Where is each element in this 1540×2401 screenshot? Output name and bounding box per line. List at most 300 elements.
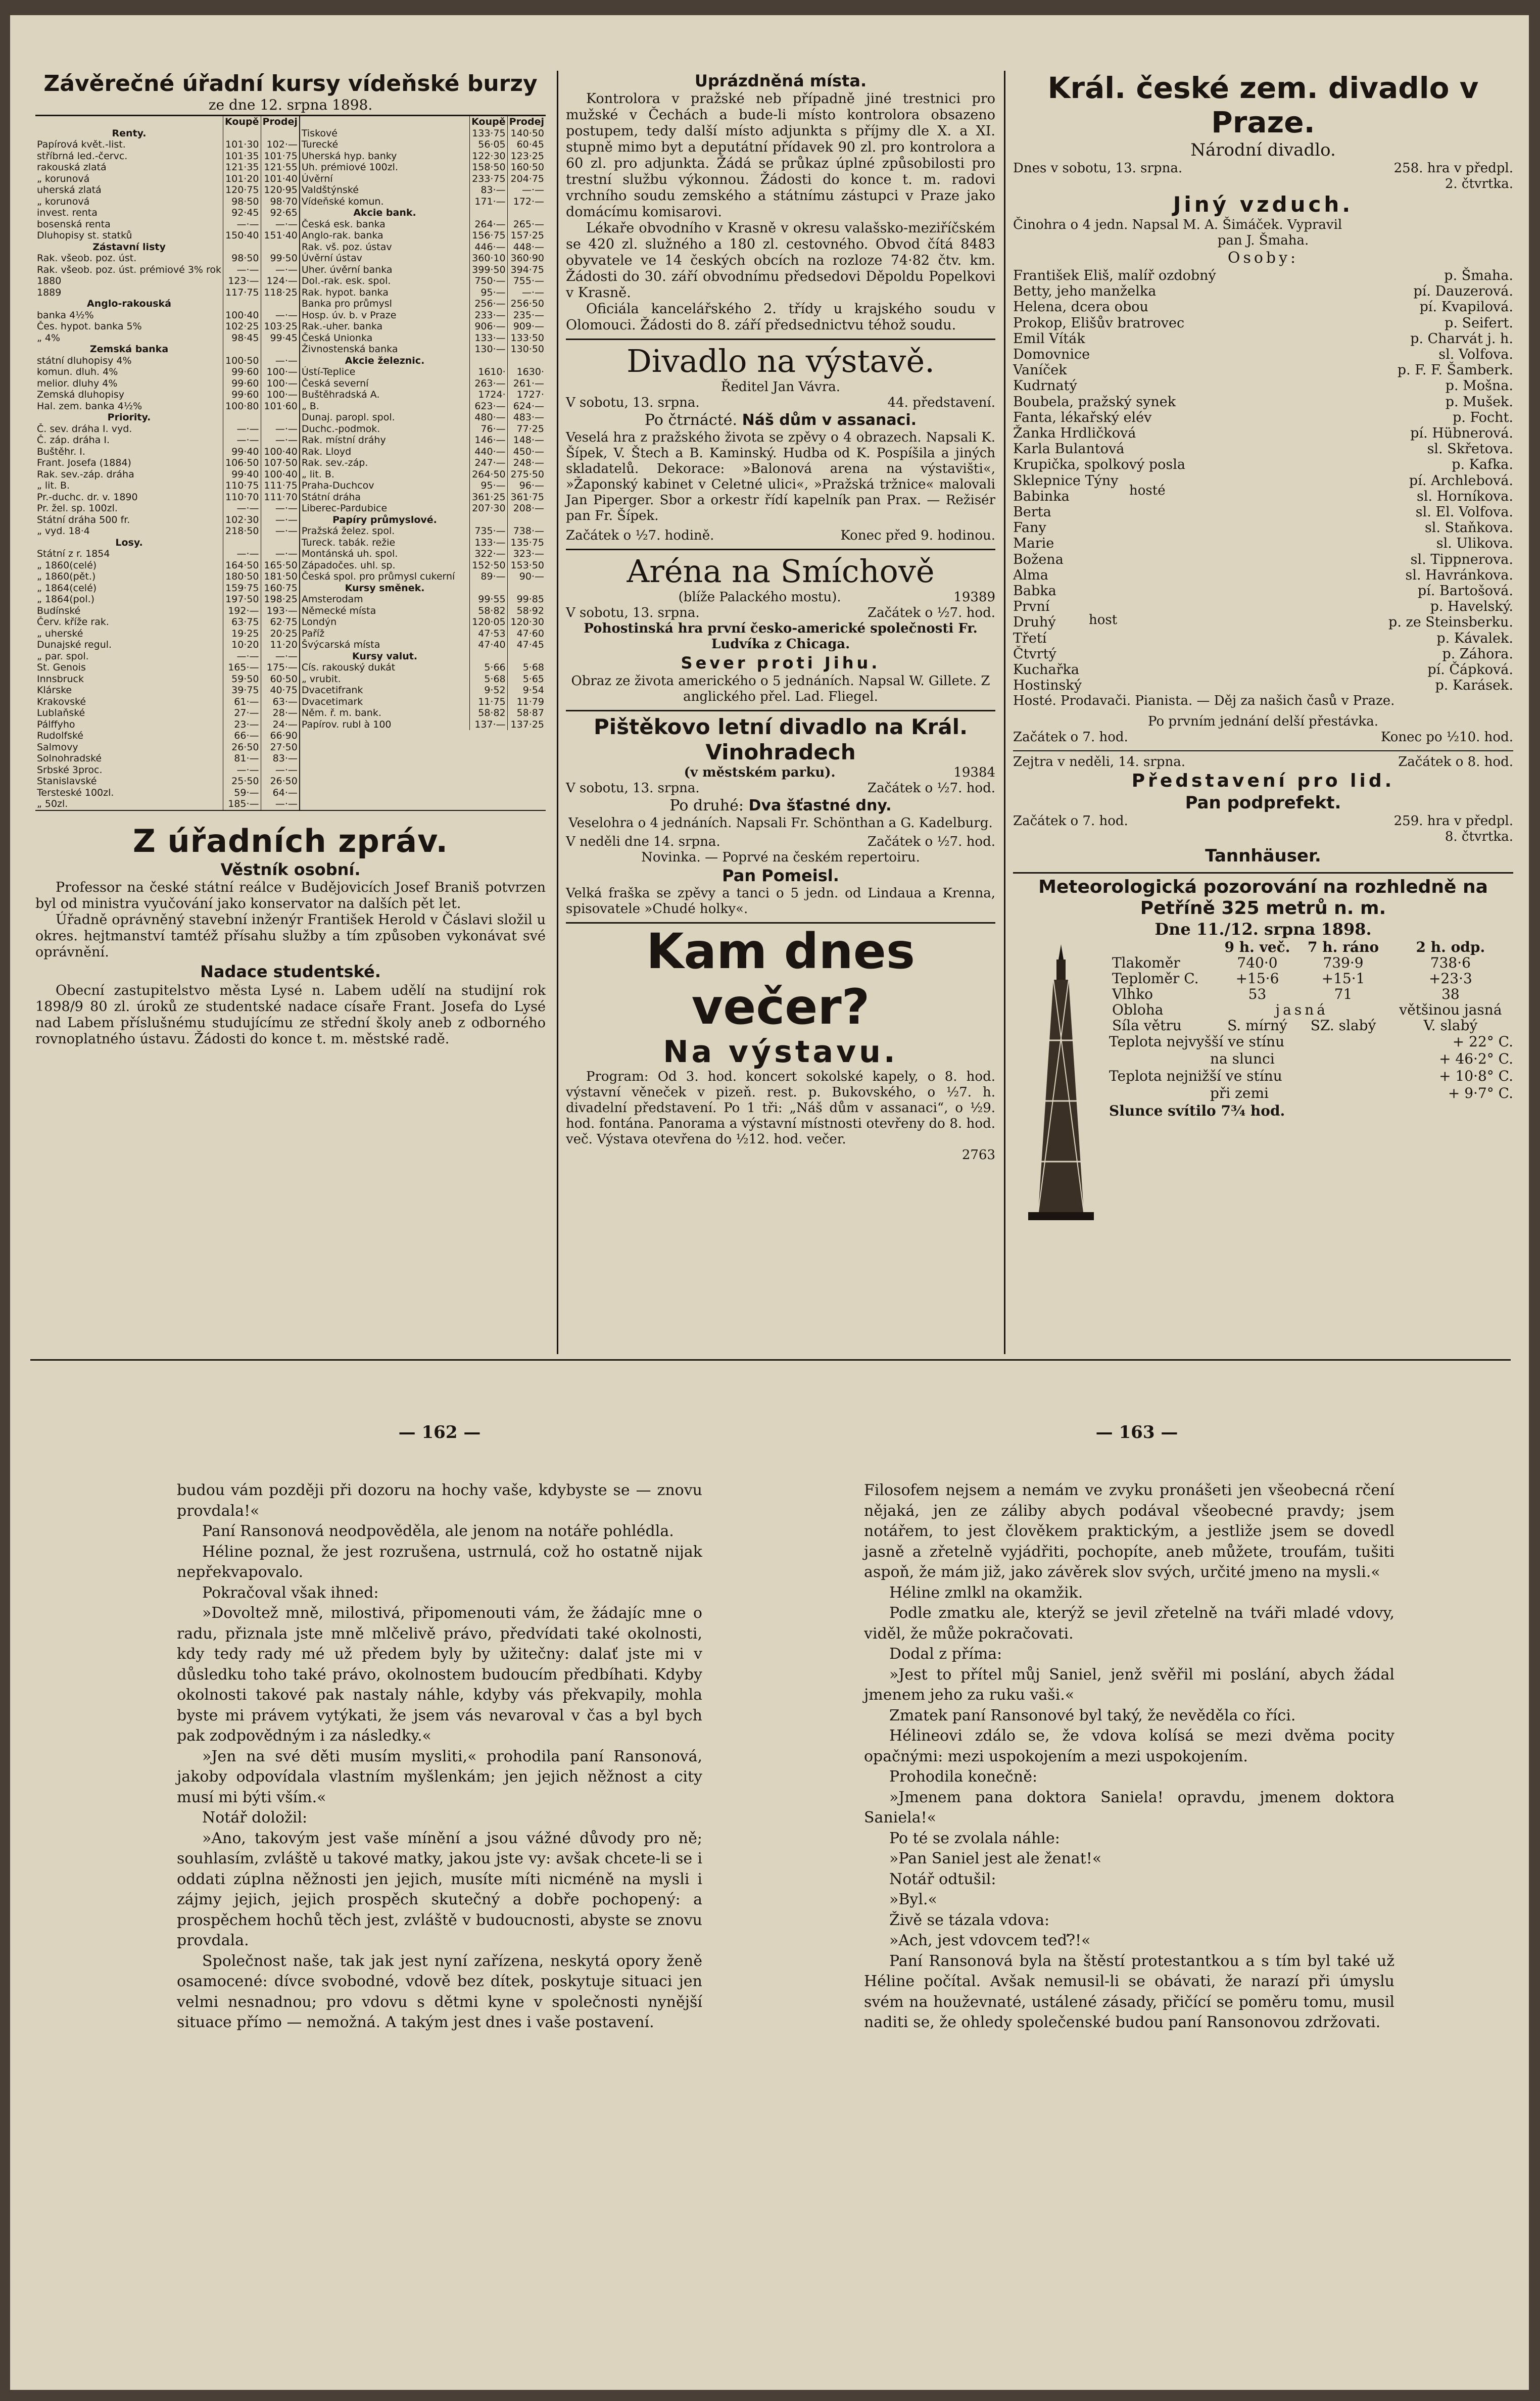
role-row [1013, 410, 1513, 425]
role-actor: pí. Dauzerová. [1413, 283, 1513, 300]
kurs-name: „ korunová [37, 196, 90, 207]
zpravy-p3: Obecní zastupitelstvo města Lysé n. Labem udělí na studijní rok 1898/9 80 zl. úroků ze studentské nadace císaře Frant. Josefa do Lysé nad Labem příslušnému studujícímu ze střední školy aneb z odborného rovnoplatného ústavu. Žádosti do konce t. m. městské radě. [35, 982, 546, 1047]
kurs-prodej: 181·50 [261, 571, 299, 583]
story-paragraph: »Jest to přítel můj Saniel, jenž svěřil mi poslání, abych žádal jmenem jeho za ruku vaši.« [864, 1665, 1394, 1704]
kurs-row [35, 639, 299, 651]
kurs-row [300, 298, 546, 310]
kurs-name: Švýcarská místa [301, 639, 380, 650]
kurs-koupe: 750·— [470, 275, 507, 287]
story-right-column [864, 1480, 1394, 2033]
newspaper-page [10, 15, 1529, 2390]
kurs-prodej: —·— [261, 764, 299, 776]
kurs-prodej: 83·— [261, 753, 299, 764]
kurs-name: Hal. zem. banka 4½% [37, 400, 142, 412]
kurs-koupe: 98·50 [223, 253, 261, 264]
meteo-vitr-0: S. mírný [1227, 1017, 1287, 1034]
role-row [1013, 378, 1513, 394]
story-paragraph: Notář doložil: [202, 1809, 308, 1827]
kurs-row [35, 560, 299, 571]
role-actor: sl. Horníkova. [1417, 488, 1513, 504]
story-paragraph: »Jmenem pana doktora Saniela! opravdu, jmenem doktora Saniela!« [864, 1788, 1394, 1827]
kurs-koupe: 185·— [223, 798, 261, 810]
kurs-prodej: 360·90 [507, 253, 546, 264]
kurs-name: „ vrubit. [301, 673, 341, 685]
kurs-prodej: 193·— [261, 605, 299, 617]
kurs-koupe: 180·50 [223, 571, 261, 583]
meteo-date: Dne 11./12. srpna 1898. [1154, 920, 1372, 939]
kurs-prodej: 66·90 [261, 730, 299, 742]
kam-title: Kam dnes večer? [646, 923, 915, 1035]
role-actor: sl. Havránkova. [1405, 567, 1513, 583]
role-name: František Eliš, malíř ozdobný [1013, 268, 1216, 283]
role-name: Helena, dcera obou [1013, 299, 1148, 315]
kurs-prodej: 448·— [507, 242, 546, 253]
kurs-koupe: 110·70 [223, 492, 261, 503]
narodni-start: Začátek o 7. hod. [1013, 730, 1128, 745]
kurs-name: Srbské 3proc. [37, 764, 103, 776]
kurs-prodej: 60·50 [261, 674, 299, 685]
kurs-row [300, 378, 546, 390]
role-actor: p. Záhora. [1442, 646, 1513, 662]
kurs-row [35, 207, 299, 219]
kurs-name: Losy. [115, 537, 143, 548]
pistek-play2: Pan Pomeisl. [722, 866, 839, 885]
kurs-prodej: 172·— [507, 196, 546, 208]
story-paragraph: »Ano, takovým jest vaše mínění a jsou vážné důvody pro ně; souhlasím, zvláště u takové matky, jakou jste vy: avšak chcete-li se i oddati zúplna něžnosti jen jejich, musíte míti nicméně na mysli i zájmy jejich, jejich prospěch skutečný a dobře pochopený: a prospěchem hochů těch jest, zvláště v budoucnosti, abyste se znovu provdala. [177, 1829, 702, 1949]
kurs-koupe: 26·50 [223, 742, 261, 753]
kurs-row [35, 469, 299, 481]
role-row [1013, 536, 1513, 551]
kurs-name: Montánská uh. spol. [301, 548, 398, 559]
kurs-row [300, 344, 546, 355]
kurs-name: „ korunová [37, 173, 90, 184]
role-name: Vaníček [1013, 362, 1067, 378]
role-actor: sl. Staňkova. [1424, 520, 1513, 536]
kurs-koupe: 99·55 [470, 594, 507, 605]
kurs-koupe: 121·35 [223, 162, 261, 173]
kurs-prodej: 40·75 [261, 685, 299, 696]
role-name: Hostinský [1013, 678, 1082, 694]
role-name: Marie [1013, 536, 1054, 552]
kurs-name: Česká spol. pro průmysl cukerní [301, 571, 455, 582]
kurs-prodej: 58·92 [507, 605, 546, 617]
pistek-sub: (v městském parku). [684, 765, 836, 780]
kurs-name: Pr.-duchc. dr. v. 1890 [37, 491, 138, 503]
kurs-name: Pr. žel. sp. 100zl. [37, 503, 118, 514]
kurs-prodej: 157·25 [507, 230, 546, 242]
kurs-koupe: 130·— [470, 344, 507, 355]
role-actor: p. Kávalek. [1436, 630, 1513, 646]
meteo-obloha-v: jasná [1275, 1001, 1328, 1019]
kurs-prodej [507, 355, 546, 367]
kurs-prodej [261, 242, 299, 253]
kurs-koupe: 59·50 [223, 674, 261, 685]
zpravy-p2: Úřadně oprávněný stavební inženýr František Herold v Čáslavi složil u okres. hejtmanství tamtéž přísahu služby a tím způsoben vykonávat své oprávnění. [35, 911, 546, 960]
kurs-koupe: —·— [223, 219, 261, 230]
top-bottom-divider [30, 1359, 1511, 1361]
kurs-name: Zemská banka [89, 344, 169, 355]
kurs-name: Liberec-Pardubice [301, 503, 388, 514]
role-actor: pí. Hübnerová. [1410, 425, 1513, 442]
story-paragraph: budou vám později při dozoru na hochy vaše, kdybyste se — znovu provdala!« [177, 1481, 702, 1520]
story-left-column [177, 1480, 702, 2033]
hdr-kupni-left: Koupě [223, 116, 261, 128]
kurs-prodej: —·— [507, 287, 546, 299]
kurs-koupe: 11·75 [470, 696, 507, 708]
kurs-koupe: 99·60 [223, 366, 261, 378]
kursy-right-table [299, 116, 546, 810]
vystava-start: Začátek o ½7. hodině. [566, 528, 714, 543]
kurs-row [300, 548, 546, 560]
narodni-osoby: Osoby: [1227, 249, 1299, 267]
role-name: Čtvrtý [1013, 646, 1056, 662]
kurs-prodej: —·— [261, 798, 299, 810]
kurs-row [300, 651, 546, 662]
kurs-name: Salmovy [37, 741, 78, 753]
kurs-row [35, 332, 299, 344]
kurs-name: Rak. všeob. poz. úst. prémiové 3% rok [37, 264, 222, 275]
kurs-prodej: 120·30 [507, 616, 546, 628]
kurs-row [300, 469, 546, 481]
meteo-r2-c3: 38 [1441, 986, 1460, 1003]
kurs-koupe [223, 242, 261, 253]
kurs-row [35, 412, 299, 423]
kurs-koupe: 102·25 [223, 321, 261, 332]
kurs-row [300, 287, 546, 299]
kurs-koupe [470, 583, 507, 594]
meteo-r1-c2: +15·1 [1321, 970, 1365, 987]
kursy-title: Závěrečné úřadní kursy vídeňské burzy [43, 71, 538, 97]
role-name: Boubela, pražský synek [1013, 394, 1176, 410]
kurs-name: banka 4½% [37, 309, 94, 321]
role-name: Sklepnice Týny [1013, 472, 1119, 489]
pistek-start2: Začátek o ½7. hod. [868, 834, 995, 849]
meteo-t1v: + 22° C. [1452, 1033, 1513, 1050]
kurs-name: Papírová květ.-list. [37, 139, 126, 150]
kurs-name: Uher. úvěrní banka [301, 264, 393, 275]
kurs-row [300, 639, 546, 651]
kurs-koupe: 165·— [223, 662, 261, 674]
kurs-row [300, 196, 546, 208]
kurs-row [300, 537, 546, 549]
kurs-koupe: 247·— [470, 457, 507, 469]
petrin-tower-illustration [1013, 939, 1109, 1222]
kurs-prodej: 92·65 [261, 207, 299, 219]
story-paragraph: Hélineovi zdálo se, že vdova kolísá se mezi dvěma pocity opačnými: mezi uspokojením a mezi uspokojením. [864, 1727, 1394, 1765]
role-row [1013, 268, 1513, 283]
kurs-row [300, 321, 546, 332]
kurs-name: Paříž [301, 628, 325, 639]
meteo-r2-label: Vlhko [1112, 986, 1153, 1003]
kurs-prodej: 235·— [507, 310, 546, 321]
narodni-desc1: Činohra o 4 jedn. Napsal M. A. Šimáček. Vypravil [1013, 217, 1342, 232]
vystava-num: 44. představení. [887, 395, 995, 410]
narodni-play: Jiný vzduch. [1173, 192, 1354, 217]
kurs-name: Tersteské 100zl. [37, 787, 114, 798]
kurs-koupe: 63·75 [223, 616, 261, 628]
kurs-row [35, 184, 299, 196]
kurs-koupe: 76·— [470, 423, 507, 435]
kurs-name: Něm. ř. m. bank. [301, 707, 381, 718]
role-row [1013, 489, 1513, 504]
kurs-name: invest. renta [37, 207, 98, 218]
kurs-row [35, 742, 299, 753]
pistek-title: Pištěkovo letní divadlo na Král. Vinohradech [593, 714, 968, 764]
kurs-name: Lublaňské [37, 707, 85, 718]
kurs-row [35, 435, 299, 446]
column-kursy [35, 71, 546, 1047]
kurs-koupe: 218·50 [223, 525, 261, 537]
kurs-prodej: 394·75 [507, 264, 546, 276]
kurs-koupe: 133·75 [470, 128, 507, 139]
kurs-koupe: —·— [223, 764, 261, 776]
kurs-row [300, 514, 546, 526]
kurs-prodej: 483·— [507, 412, 546, 423]
kurs-name: Frant. Josefa (1884) [37, 457, 131, 468]
kurs-prodej: 26·50 [261, 776, 299, 787]
kurs-name: Londýn [301, 616, 337, 628]
kurs-prodej: —·— [261, 310, 299, 321]
kurs-koupe: —·— [223, 423, 261, 435]
kurs-row [35, 594, 299, 605]
kurs-prodej: —·— [261, 548, 299, 560]
role-row [1013, 614, 1513, 630]
narodni-play3: Tannhäuser. [1205, 846, 1321, 867]
kurs-prodej: 101·40 [261, 173, 299, 185]
kurs-prodej: 1630· [507, 366, 546, 378]
meteo-vitr-2: V. slabý [1423, 1017, 1478, 1034]
kurs-row [35, 503, 299, 514]
meteo-title: Meteorologická pozorování na rozhledně na Petříně 325 metrů n. m. [1038, 877, 1488, 919]
kurs-koupe: 159·75 [223, 583, 261, 594]
kurs-prodej: 118·25 [261, 287, 299, 299]
kurs-name: „ lit. B. [37, 480, 70, 491]
kurs-prodej: 160·50 [507, 162, 546, 173]
kurs-row [35, 162, 299, 173]
kurs-koupe: 197·50 [223, 594, 261, 605]
kurs-name: Česká esk. banka [301, 218, 386, 230]
kurs-row [35, 685, 299, 696]
kurs-name: Dvacetifrank [301, 685, 363, 696]
narodni-sub: Národní divadlo. [1190, 140, 1336, 160]
kurs-koupe: 133·— [470, 332, 507, 344]
kurs-koupe: —·— [223, 651, 261, 662]
kurs-prodej: 103·25 [261, 321, 299, 332]
kurs-name: Kursy valut. [352, 650, 418, 662]
kurs-row [35, 378, 299, 390]
role-name: Fany [1013, 520, 1046, 536]
role-actor: p. Charvát j. h. [1410, 330, 1513, 347]
kurs-name: Úvěrní [301, 173, 333, 184]
kurs-koupe: 100·50 [223, 355, 261, 367]
kurs-row [300, 685, 546, 696]
story-paragraph: Pokračoval však ihned: [202, 1583, 379, 1602]
narodni-desc2: pan J. Šmaha. [1217, 233, 1309, 248]
kurs-row [300, 184, 546, 196]
kurs-name: „ 1864(pol.) [37, 594, 95, 605]
host-label: host [1089, 612, 1118, 628]
kurs-koupe: 440·— [470, 446, 507, 458]
kurs-koupe: 100·40 [223, 310, 261, 321]
kurs-row [300, 446, 546, 458]
kurs-prodej: 165·50 [261, 560, 299, 571]
meteo-vitr: Síla větru [1112, 1017, 1182, 1034]
narodni-num: 258. hra v předpl. [1393, 161, 1513, 176]
kam-sub: Na výstavu. [663, 1034, 898, 1070]
kurs-name: Rak. sev.-záp. dráha [37, 468, 134, 480]
role-row [1013, 315, 1513, 331]
kurs-name: „ 50zl. [37, 798, 68, 809]
kurs-name: Česká Unionka [301, 332, 373, 344]
kurs-prodej: 120·95 [261, 184, 299, 196]
kurs-row [300, 616, 546, 628]
meteo-t2v: + 46·2° C. [1439, 1050, 1513, 1068]
kurs-prodej: —·— [261, 264, 299, 276]
story-paragraph: Paní Ransonová neodpověděla, ale jenom na notáře pohlédla. [202, 1522, 674, 1540]
pistek-num: 19384 [953, 765, 995, 780]
kurs-koupe: 133·— [470, 537, 507, 549]
role-row [1013, 473, 1513, 489]
kurs-row [300, 151, 546, 162]
kurs-row [35, 548, 299, 560]
kurs-prodej: 198·25 [261, 594, 299, 605]
kurs-row [300, 207, 546, 219]
kurs-koupe: 264·— [470, 219, 507, 230]
kurs-name: Dluhopisy st. statků [37, 230, 132, 241]
kurs-koupe [470, 207, 507, 219]
kurs-name: Č. záp. dráha I. [37, 435, 110, 446]
kurs-row [35, 651, 299, 662]
kurs-koupe: 164·50 [223, 560, 261, 571]
kurs-row [300, 275, 546, 287]
kurs-prodej [507, 207, 546, 219]
kurs-name: státní dluhopisy 4% [37, 355, 132, 366]
kurs-name: Uh. prémiové 100zl. [301, 162, 398, 173]
kurs-name: Dol.-rak. esk. spol. [301, 275, 391, 286]
kurs-koupe: 122·30 [470, 151, 507, 162]
kurs-row [300, 162, 546, 173]
kurs-prodej: 111·70 [261, 492, 299, 503]
kurs-row [300, 674, 546, 685]
kurs-koupe: 100·80 [223, 401, 261, 412]
narodni-num2: 259. hra v předpl. [1393, 813, 1513, 829]
kurs-prodej: 47·60 [507, 628, 546, 640]
kurs-row [300, 583, 546, 594]
story-paragraph: »Ach, jest vdovcem teď?!« [889, 1932, 1091, 1949]
kurs-prodej [507, 651, 546, 662]
kurs-prodej: 204·75 [507, 173, 546, 185]
kurs-name: „ par. spol. [37, 650, 89, 662]
kurs-koupe: 735·— [470, 525, 507, 537]
vystava-desc: Veselá hra z pražského života se zpěvy o 4 obrazech. Napsali K. Šípek, V. Štech a B. Kaminský. Hudba od K. Pospíšila a jiných skladatelů. Dekorace: »Balonová arena na výstavišti«, »Žaponský kabinet v Celetné ulici«, »Pražská tržnice« malovali Jan Piperger. Sbor a orkestr řídí kapelník pan Prax. — Režisér pan Fr. Šípek. [566, 430, 995, 523]
kurs-name: Rak. všeob. poz. úst. [37, 253, 137, 264]
role-name: První [1013, 599, 1050, 615]
kurs-row [35, 389, 299, 401]
kurs-name: Západočes. uhl. sp. [301, 559, 396, 571]
kurs-name: Priority. [107, 412, 151, 423]
kurs-prodej [261, 298, 299, 310]
kurs-name: Úvěrní ústav [301, 253, 362, 264]
kurs-row [35, 196, 299, 208]
kurs-name: Dunajské regul. [37, 639, 112, 650]
kurs-name: Budínské [37, 605, 81, 616]
meteo-r0-label: Tlakoměr [1112, 954, 1180, 972]
kurs-name: komun. dluh. 4% [37, 366, 118, 377]
kurs-name: Státní dráha 500 fr. [37, 514, 130, 525]
kurs-prodej: 121·55 [261, 162, 299, 173]
kurs-prodej: 100·40 [261, 469, 299, 481]
meteo-vitr-1: SZ. slabý [1310, 1017, 1376, 1034]
kurs-row [35, 719, 299, 731]
kurs-name: „ 1864(celé) [37, 582, 97, 594]
kurs-name: Dunaj. paropl. spol. [301, 412, 395, 423]
kurs-koupe: 98·50 [223, 196, 261, 208]
kurs-prodej [261, 537, 299, 549]
kurs-row [35, 730, 299, 742]
kurs-koupe [470, 514, 507, 526]
story-paragraph: Héline poznal, že jest rozrušena, ustrnulá, což ho ostatně nijak nepřekvapovalo. [177, 1543, 702, 1581]
story-paragraph: Zmatek paní Ransonové byl taký, že nevěděla co říci. [889, 1706, 1296, 1724]
kurs-row [35, 787, 299, 799]
kurs-prodej: 11·79 [507, 696, 546, 708]
role-row [1013, 504, 1513, 520]
story-paragraph: Paní Ransonová byla na štěstí protestantkou a s tím byl také už Héline počítal. Avšak nemusil-li se obávati, že narazí při úmyslu svém na houževnaté, ustálené zásady, přičící se poměru tomu, musil naditi se, že ohledy společenské budou paní Ransonovou zdržovati. [864, 1952, 1394, 2031]
role-actor: sl. Skřetova. [1427, 441, 1513, 457]
pistek-times: Po druhé: [669, 797, 744, 814]
kurs-prodej: 62·75 [261, 616, 299, 628]
kurs-koupe: 99·40 [223, 446, 261, 458]
role-list [1013, 268, 1513, 693]
hdr-prodej-left: Prodej [261, 116, 299, 128]
role-name: Karla Bulantová [1013, 441, 1125, 457]
kurs-koupe: 150·40 [223, 230, 261, 242]
kurs-row [300, 389, 546, 401]
kurs-koupe: —·— [223, 264, 261, 276]
kurs-row [35, 583, 299, 594]
kurs-prodej: 5·68 [507, 662, 546, 674]
role-name: Krupička, spolkový posla [1013, 457, 1185, 473]
meteo-t2: na slunci [1210, 1050, 1275, 1068]
narodni-q2: 8. čtvrtka. [1445, 829, 1513, 845]
kurs-prodej: 99·50 [261, 253, 299, 264]
kurs-name: 1880 [37, 275, 62, 286]
kurs-name: Buštěhr. I. [37, 446, 85, 457]
role-actor: sl. Volfova. [1438, 347, 1513, 363]
kurs-prodej: —·— [261, 423, 299, 435]
kurs-prodej: 98·70 [261, 196, 299, 208]
kurs-koupe: 906·— [470, 321, 507, 332]
kurs-row [35, 616, 299, 628]
kurs-prodej: 450·— [507, 446, 546, 458]
page-number-left: — 162 — [398, 1422, 481, 1443]
kurs-name: „ lit. B. [301, 468, 334, 480]
kurs-koupe: 61·— [223, 696, 261, 708]
meteo-r0-c2: 739·9 [1323, 954, 1364, 972]
meteo-col-0: 9 h. več. [1224, 939, 1290, 956]
role-row [1013, 631, 1513, 646]
role-actor: pí. Bartošová. [1417, 583, 1513, 599]
story-paragraph: Filosofem nejsem a nemám ve zvyku pronášeti jen všeobecná rčení nějaká, jen ze záliby abych podával všeobecné pravdy; jsem notářem, to jest člověkem praktickým, a jestliže jsem se dovedl jasně a zřetelně vyjádřiti, pochopíte, aneb můžete, troufám, tušiti aspoň, že mám již, jako závěrek slov svých, určité jmeno na mysli.« [864, 1481, 1394, 1581]
kurs-prodej [261, 128, 299, 139]
kurs-row [300, 219, 546, 230]
kurs-row [300, 310, 546, 321]
kurs-koupe: 146·— [470, 435, 507, 446]
kurs-name: Živnostenská banka [301, 344, 398, 355]
story-paragraph: Podle zmatku ale, kterýž se jevil zřetelně na tváři mladé vdovy, viděl, že může pokračovati. [864, 1604, 1394, 1643]
kurs-koupe: 233·75 [470, 173, 507, 185]
kurs-row [35, 366, 299, 378]
kurs-row [35, 287, 299, 299]
